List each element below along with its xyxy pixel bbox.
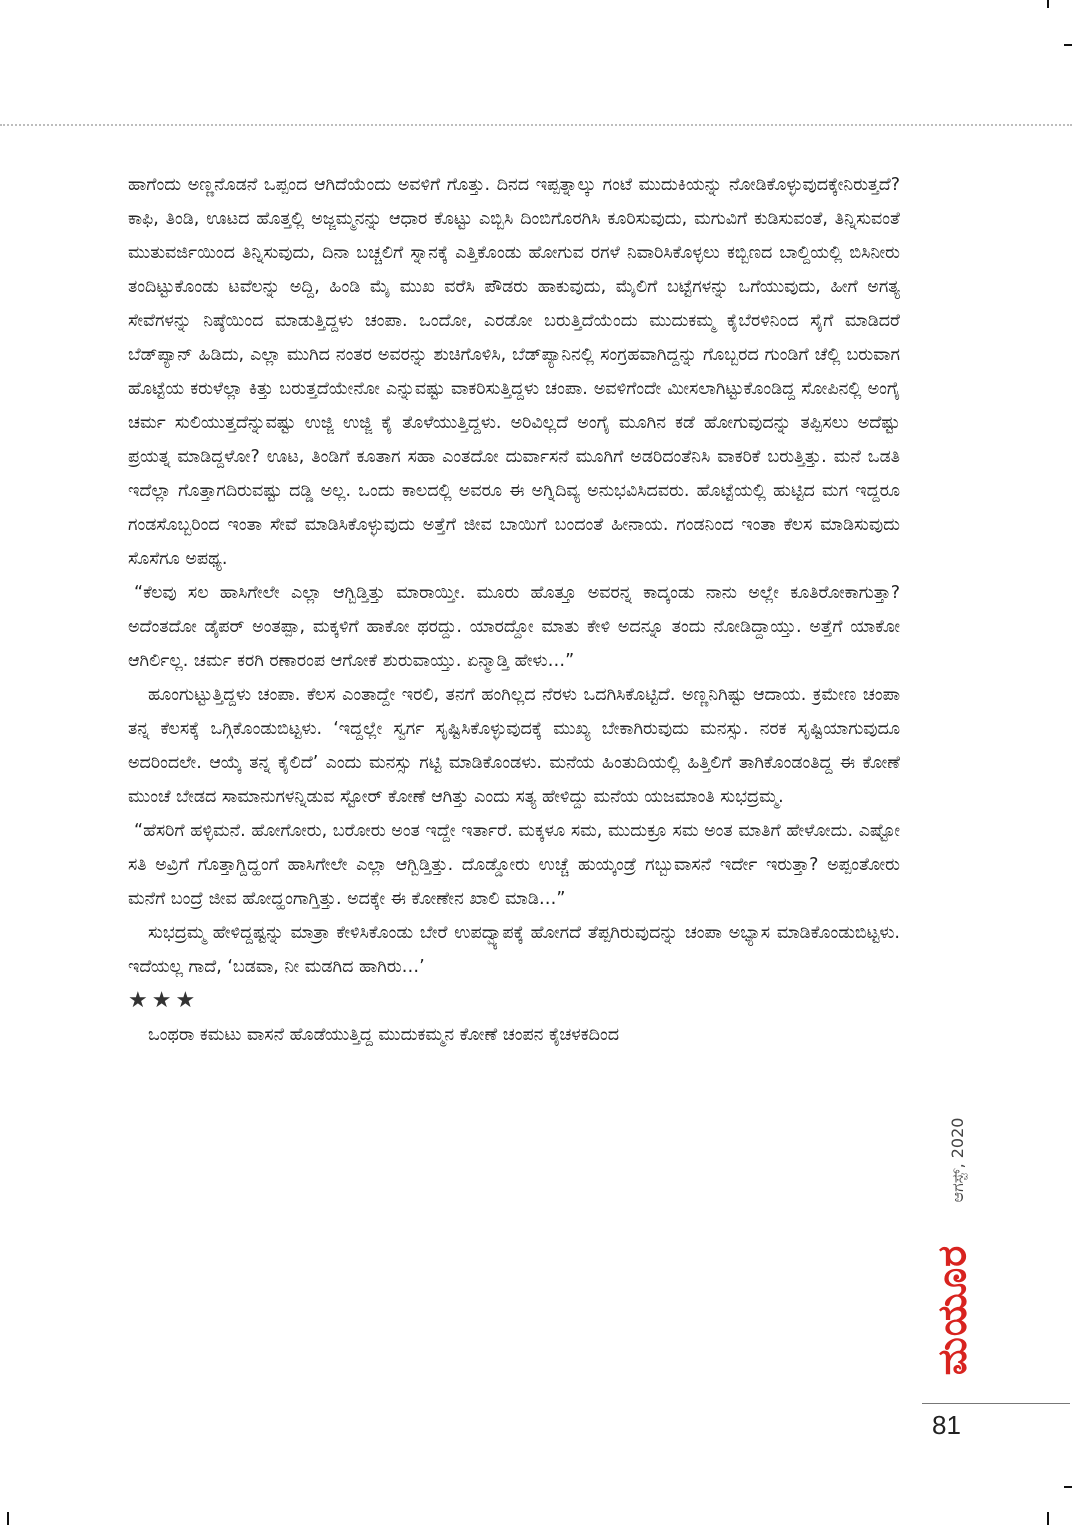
paragraph: ಸುಭದ್ರಮ್ಮ ಹೇಳಿದ್ದಷ್ಟನ್ನು ಮಾತ್ರಾ ಕೇಳಿಸಿಕೊಂಡು ಬೇರೆ ಉಪದ್ವ್ಯಾಪಕ್ಕೆ ಹೋಗದೆ ತೆಪ್ಪಗಿರುವುದನ್ನು ಚಂಪಾ ಅಭ್ಯಾಸ ಮಾಡಿಕೊಂಡುಬಿಟ್ಟಳು. ಇದೆಯಲ್ಲ ಗಾದೆ, ‘ಬಡವಾ, ನೀ ಮಡಗಿದ ಹಾಗಿರು…’ bbox=[128, 923, 900, 977]
paragraph: ಹೂಂಗುಟ್ಟುತ್ತಿದ್ದಳು ಚಂಪಾ. ಕೆಲಸ ಎಂತಾದ್ದೇ ಇರಲಿ, ತನಗೆ ಹಂಗಿಲ್ಲದ ನೆರಳು ಒದಗಿಸಿಕೊಟ್ಟಿದೆ. ಅಣ್ಣನಿಗಿಷ್ಟು ಆದಾಯ. ಕ್ರಮೇಣ ಚಂಪಾ ತನ್ನ ಕೆಲಸಕ್ಕೆ ಒಗ್ಗಿಕೊಂಡುಬಿಟ್ಟಳು. ‘ಇದ್ದಲ್ಲೇ ಸ್ವರ್ಗ ಸೃಷ್ಟಿಸಿಕೊಳ್ಳುವುದಕ್ಕೆ ಮುಖ್ಯ ಬೇಕಾಗಿರುವುದು ಮನಸ್ಸು. ನರಕ ಸೃಷ್ಟಿಯಾಗುವುದೂ ಅದರಿಂದಲೇ. ಆಯ್ಕೆ ತನ್ನ ಕೈಲಿದೆ’ ಎಂದು ಮನಸ್ಸು ಗಟ್ಟಿ ಮಾಡಿಕೊಂಡಳು. ಮನೆಯ ಹಿಂತುದಿಯಲ್ಲಿ ಹಿತ್ತಿಲಿಗೆ ತಾಗಿಕೊಂಡಂತಿದ್ದ ಈ ಕೋಣೆ ಮುಂಚೆ ಬೇಡದ ಸಾಮಾನುಗಳನ್ನಿಡುವ ಸ್ಟೋರ್ ಕೋಣೆ ಆಗಿತ್ತು ಎಂದು ಸತ್ಯ ಹೇಳಿದ್ದು ಮನೆಯ ಯಜಮಾಂತಿ ಸುಭದ್ರಮ್ಮ. bbox=[128, 685, 900, 807]
crop-mark-bottom-right bbox=[1047, 1512, 1049, 1525]
issue-date bbox=[928, 1110, 988, 1230]
header-dotted-rule bbox=[0, 124, 1072, 126]
paragraph-dialog: “ಕೆಲವು ಸಲ ಹಾಸಿಗೇಲೇ ಎಲ್ಲಾ ಆಗ್ಬಿಡ್ತಿತ್ತು ಮಾರಾಯ್ತೀ. ಮೂರು ಹೊತ್ತೂ ಅವರನ್ನ ಕಾದ್ಕಂಡು ನಾನು ಅಲ್ಲೇ ಕೂತಿರೋಕಾಗುತ್ತಾ? ಅದೆಂತದೋ ಡೈಪರ್ ಅಂತಪ್ಪಾ, ಮಕ್ಕಳಿಗೆ ಹಾಕೋ ಥರದ್ದು. ಯಾರದ್ದೋ ಮಾತು ಕೇಳಿ ಅದನ್ನೂ ತಂದು ನೋಡಿದ್ದಾಯ್ತು. ಅತ್ತೆಗೆ ಯಾಕೋ ಆಗಿರ್ಲಿಲ್ಲ. ಚರ್ಮ ಕರಗಿ ರಣಾರಂಪ ಆಗೋಕೆ ಶುರುವಾಯ್ತು. ಏನ್ಮಾಡ್ತಿ ಹೇಳು…” bbox=[128, 583, 900, 671]
section-separator: ★★★ bbox=[128, 988, 200, 1013]
crop-mark-right-upper bbox=[1064, 44, 1072, 46]
crop-mark-bottom-left bbox=[7, 1512, 9, 1525]
crop-mark-top-right bbox=[1047, 0, 1049, 8]
paragraph: ಹಾಗೆಂದು ಅಣ್ಣನೊಡನೆ ಒಪ್ಪಂದ ಆಗಿದೆಯೆಂದು ಅವಳಿಗೆ ಗೊತ್ತು. ದಿನದ ಇಪ್ಪತ್ನಾಲ್ಕು ಗಂಟೆ ಮುದುಕಿಯನ್ನು ನೋಡಿಕೊಳ್ಳುವುದಕ್ಕೇನಿರುತ್ತದೆ? ಕಾಫಿ, ತಿಂಡಿ, ಊಟದ ಹೊತ್ತಲ್ಲಿ ಅಜ್ಜಮ್ಮನನ್ನು ಆಧಾರ ಕೊಟ್ಟು ಎಬ್ಬಿಸಿ ದಿಂಬಿಗೊರಗಿಸಿ ಕೂರಿಸುವುದು, ಮಗುವಿಗೆ ಕುಡಿಸುವಂತೆ, ತಿನ್ನಿಸುವಂತೆ ಮುತುವರ್ಜಿಯಿಂದ ತಿನ್ನಿಸುವುದು, ದಿನಾ ಬಚ್ಚಲಿಗೆ ಸ್ನಾನಕ್ಕೆ ಎತ್ತಿಕೊಂಡು ಹೋಗುವ ರಗಳೆ ನಿವಾರಿಸಿಕೊಳ್ಳಲು ಕಬ್ಬಿಣದ ಬಾಲ್ದಿಯಲ್ಲಿ ಬಿಸಿನೀರು ತಂದಿಟ್ಟುಕೊಂಡು ಟವೆಲನ್ನು ಅದ್ದಿ, ಹಿಂಡಿ ಮೈ ಮುಖ ವರೆಸಿ ಪೌಡರು ಹಾಕುವುದು, ಮೈಲಿಗೆ ಬಟ್ಟೆಗಳನ್ನು ಒಗೆಯುವುದು, ಹೀಗೆ ಅಗತ್ಯ ಸೇವೆಗಳನ್ನು ನಿಷ್ಠೆಯಿಂದ ಮಾಡುತ್ತಿದ್ದಳು ಚಂಪಾ. ಒಂದೋ, ಎರಡೋ ಬರುತ್ತಿದೆಯೆಂದು ಮುದುಕಮ್ಮ ಕೈಬೆರಳಿನಿಂದ ಸೈಗೆ ಮಾಡಿದರೆ ಬೆಡ್‌ಪ್ಯಾನ್ ಹಿಡಿದು, ಎಲ್ಲಾ ಮುಗಿದ ನಂತರ ಅವರನ್ನು ಶುಚಿಗೊಳಿಸಿ, ಬೆಡ್‌ಪ್ಯಾನಿನಲ್ಲಿ ಸಂಗ್ರಹವಾಗಿದ್ದನ್ನು ಗೊಬ್ಬರದ ಗುಂಡಿಗೆ ಚೆಲ್ಲಿ ಬರುವಾಗ ಹೊಟ್ಟೆಯ ಕರುಳೆಲ್ಲಾ ಕಿತ್ತು ಬರುತ್ತದೆಯೇನೋ ಎನ್ನುವಷ್ಟು ವಾಕರಿಸುತ್ತಿದ್ದಳು ಚಂಪಾ. ಅವಳಿಗೆಂದೇ ಮೀಸಲಾಗಿಟ್ಟುಕೊಂಡಿದ್ದ ಸೋಪಿನಲ್ಲಿ ಅಂಗೈ ಚರ್ಮ ಸುಲಿಯುತ್ತದೆನ್ನುವಷ್ಟು ಉಜ್ಜಿ ಉಜ್ಜಿ ಕೈ ತೊಳೆಯುತ್ತಿದ್ದಳು. ಅರಿವಿಲ್ಲದೆ ಅಂಗೈ ಮೂಗಿನ ಕಡೆ ಹೋಗುವುದನ್ನು ತಪ್ಪಿಸಲು ಅದೆಷ್ಟು ಪ್ರಯತ್ನ ಮಾಡಿದ್ದಳೋ? ಊಟ, ತಿಂಡಿಗೆ ಕೂತಾಗ ಸಹಾ ಎಂತದೋ ದುರ್ವಾಸನೆ ಮೂಗಿಗೆ ಅಡರಿದಂತೆನಿಸಿ ವಾಕರಿಕೆ ಬರುತ್ತಿತ್ತು. ಮನೆ ಒಡತಿ ಇದೆಲ್ಲಾ ಗೊತ್ತಾಗದಿರುವಷ್ಟು ದಡ್ಡಿ ಅಲ್ಲ. ಒಂದು ಕಾಲದಲ್ಲಿ ಅವರೂ ಈ ಅಗ್ನಿದಿವ್ಯ ಅನುಭವಿಸಿದವರು. ಹೊಟ್ಟೆಯಲ್ಲಿ ಹುಟ್ಟಿದ ಮಗ ಇದ್ದರೂ ಗಂಡಸೊಬ್ಬರಿಂದ ಇಂತಾ ಸೇವೆ ಮಾಡಿಸಿಕೊಳ್ಳುವುದು ಅತ್ತೆಗೆ ಜೀವ ಬಾಯಿಗೆ ಬಂದಂತೆ ಹೀನಾಯ. ಗಂಡನಿಂದ ಇಂತಾ ಕೆಲಸ ಮಾಡಿಸುವುದು ಸೊಸೆಗೂ ಅಪಥ್ಯ. bbox=[128, 175, 900, 569]
paragraph-dialog: “ಹೆಸರಿಗೆ ಹಳ್ಳಿಮನೆ. ಹೋಗೋರು, ಬರೋರು ಅಂತ ಇದ್ದೇ ಇರ್ತಾರೆ. ಮಕ್ಕಳೂ ಸಮ, ಮುದುಕ್ರೂ ಸಮ ಅಂತ ಮಾತಿಗೆ ಹೇಳೋದು. ಎಷ್ಟೋ ಸತಿ ಅವ್ರಿಗೆ ಗೊತ್ತಾಗ್ದಿದ್ಹಂಗೆ ಹಾಸಿಗೇಲೇ ಎಲ್ಲಾ ಆಗ್ಬಿಡ್ತಿತ್ತು. ದೊಡ್ಡೋರು ಉಚ್ಚೆ ಹುಯ್ಕಂಡ್ರೆ ಗಬ್ಬುವಾಸನೆ ಇರ್ದೇ ಇರುತ್ತಾ? ಅಪ್ಪಂತೋರು ಮನೆಗೆ ಬಂದ್ರೆ ಜೀವ ಹೋದ್ಹಂಗಾಗ್ತಿತ್ತು. ಅದಕ್ಕೇ ಈ ಕೋಣೇನ ಖಾಲಿ ಮಾಡಿ…” bbox=[128, 821, 900, 909]
page-number: 81 bbox=[932, 1410, 961, 1440]
paragraph: ಒಂಥರಾ ಕಮಟು ವಾಸನೆ ಹೊಡೆಯುತ್ತಿದ್ದ ಮುದುಕಮ್ಮನ ಕೋಣೆ ಚಂಪನ ಕೈಚಳಕದಿಂದ bbox=[148, 1025, 620, 1045]
issue-date-text: ಆಗಸ್ಟ್, 2020 bbox=[948, 1117, 967, 1203]
magazine-logo bbox=[930, 1235, 974, 1385]
magazine-logo-text: ಮಯೂರ bbox=[929, 1244, 975, 1376]
footer-rule bbox=[922, 1403, 1070, 1404]
article-body bbox=[128, 168, 900, 1052]
crop-mark-right-lower bbox=[1064, 1486, 1072, 1488]
